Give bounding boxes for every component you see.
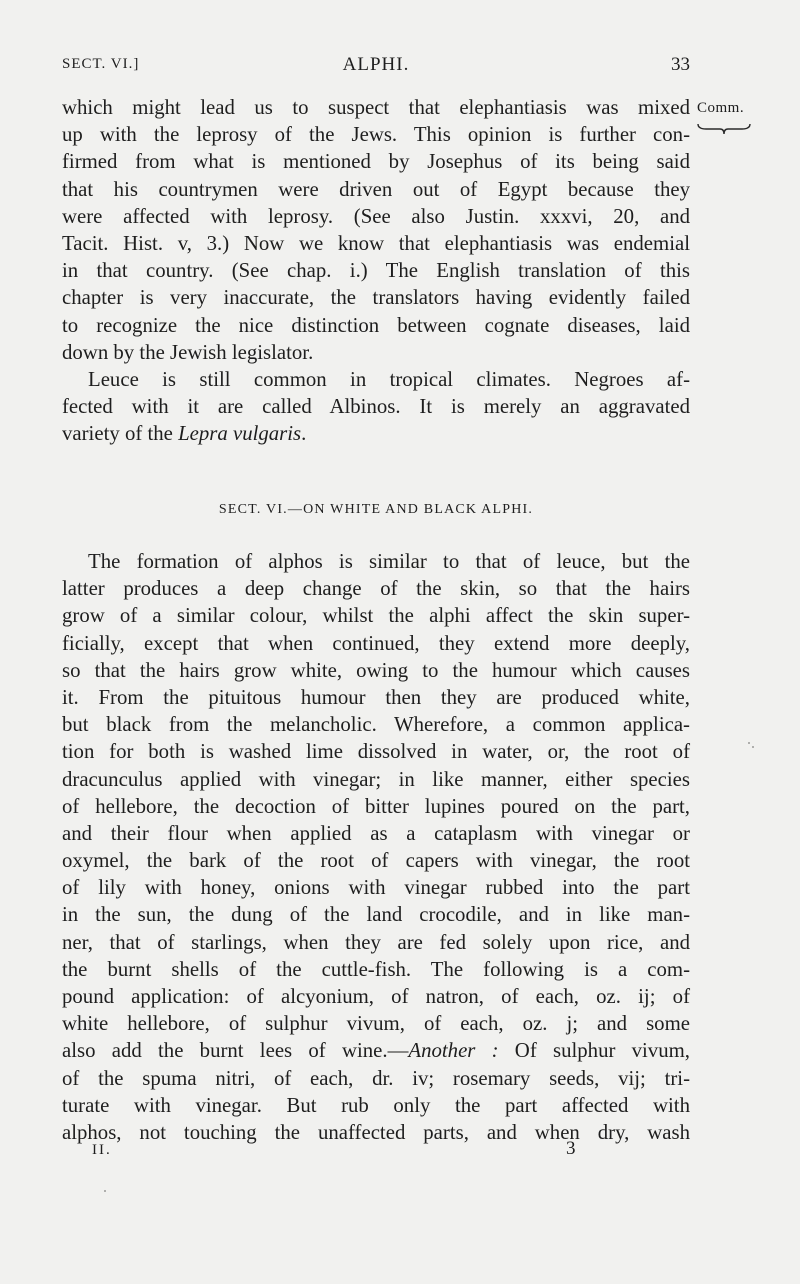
text-fragment: variety of the xyxy=(62,422,179,446)
text-line: Tacit. Hist. v, 3.) Now we know that elephantiasis was endemial xyxy=(62,231,690,255)
text-line: it. From the pituitous humour then they are produced white, xyxy=(62,685,690,709)
text-line: the burnt shells of the cuttle-fish. The following is a com- xyxy=(62,957,690,981)
text-line: ner, that of starlings, when they are fed solely upon rice, and xyxy=(62,930,690,954)
margin-note: Comm. xyxy=(697,100,745,116)
text-line: in the sun, the dung of the land crocodile, and in like man- xyxy=(62,903,690,927)
text-line: of hellebore, the decoction of bitter lupines poured on the part, xyxy=(62,794,690,818)
text-line: white hellebore, of sulphur vivum, of each, oz. j; and some xyxy=(62,1012,690,1036)
text-line: so that the hairs grow white, owing to the humour which causes xyxy=(62,658,690,682)
text-line xyxy=(62,420,690,447)
text-fragment: Of sulphur vivum, xyxy=(498,1039,690,1063)
text-line: in that country. (See chap. i.) The English translation of this xyxy=(62,259,690,283)
running-head xyxy=(62,54,690,80)
text-line: up with the leprosy of the Jews. This opinion is further con- xyxy=(62,123,690,147)
text-line: turate with vinegar. But rub only the part affected with xyxy=(62,1093,690,1117)
text-line: chapter is very inaccurate, the translators having evidently failed xyxy=(62,286,690,310)
text-line: and their flour when applied as a cataplasm with vinegar or xyxy=(62,821,690,845)
text-line: of lily with honey, onions with vinegar rubbed into the part xyxy=(62,876,690,900)
text-line: dracunculus applied with vinegar; in like manner, either species xyxy=(62,767,690,791)
text-line: ficially, except that when continued, they extend more deeply, xyxy=(62,631,690,655)
commentary-text xyxy=(62,94,690,447)
text-line: which might lead us to suspect that elephantiasis was mixed xyxy=(62,96,690,119)
italic-term: Another : xyxy=(408,1039,499,1063)
text-line: The formation of alphos is similar to that of leuce, but the xyxy=(88,550,690,573)
brace-icon xyxy=(696,122,752,136)
text-line: down by the Jewish legislator. xyxy=(62,340,314,364)
text-line: fected with it are called Albinos. It is merely an aggravated xyxy=(62,395,690,419)
page-footer xyxy=(0,1138,800,1164)
text-line: of the spuma nitri, of each, dr. iv; rosemary seeds, vij; tri- xyxy=(62,1066,690,1090)
running-head-title: ALPHI. xyxy=(342,54,410,75)
text-line: Leuce is still common in tropical climates. Negroes af- xyxy=(88,367,690,391)
page-number: 33 xyxy=(671,54,690,75)
text-line: tion for both is washed lime dissolved in water, or, the root of xyxy=(62,740,690,764)
section-heading: SECT. VI.—ON WHITE AND BLACK ALPHI. xyxy=(218,502,534,517)
text-line: that his countrymen were driven out of Egypt because they xyxy=(62,177,690,201)
text-line: to recognize the nice distinction between cognate diseases, laid xyxy=(62,313,690,337)
text-line: pound application: of alcyonium, of natron, of each, oz. ij; of xyxy=(62,985,690,1008)
signature-mark: II. xyxy=(92,1142,112,1158)
text-line: firmed from what is mentioned by Josephus of its being said xyxy=(62,150,690,174)
text-fragment: also add the burnt lees of wine.— xyxy=(62,1039,409,1063)
text-line: but black from the melancholic. Wherefore, a common applica- xyxy=(62,713,690,737)
section-text xyxy=(62,548,690,1146)
text-line: grow of a similar colour, whilst the alphi affect the skin super- xyxy=(62,604,690,628)
text-line: latter produces a deep change of the skin, so that the hairs xyxy=(62,577,690,601)
text-line xyxy=(62,1037,690,1064)
text-fragment: . xyxy=(301,422,307,446)
italic-term: Lepra vulgaris xyxy=(178,422,302,446)
running-head-section: SECT. VI.] xyxy=(62,56,140,72)
text-line: oxymel, the bark of the root of capers with vinegar, the root xyxy=(62,849,690,873)
text-line: alphos, not touching the unaffected parts, and when dry, wash xyxy=(62,1120,690,1144)
signature-number: 3 xyxy=(566,1138,576,1159)
text-line: were affected with leprosy. (See also Justin. xxxvi, 20, and xyxy=(62,204,690,228)
